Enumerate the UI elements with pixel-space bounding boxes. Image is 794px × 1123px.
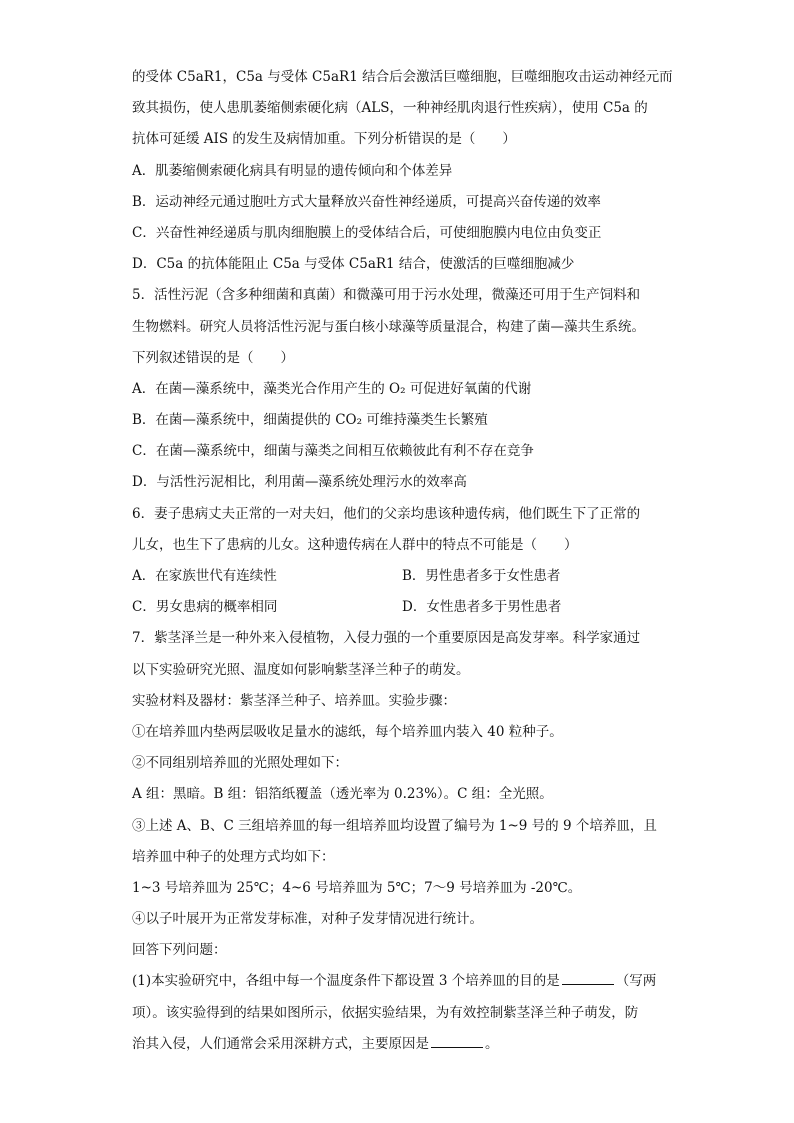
answer-blank-2[interactable] xyxy=(431,1046,483,1048)
document-page xyxy=(132,62,672,1060)
q5-option-d: D．与活性污泥相比，利用菌—藻系统处理污水的效率高 xyxy=(132,474,467,491)
q6-option-c: C．男女患病的概率相同 xyxy=(132,599,278,616)
q5-option-b: B．在菌—藻系统中，细菌提供的 CO₂ 可维持藻类生长繁殖 xyxy=(132,412,488,429)
q7-sub1-text-e: 。 xyxy=(485,1035,499,1052)
q4-option-d: D．C5a 的抗体能阻止 C5a 与受体 C5aR1 结合，使激活的巨噬细胞减少 xyxy=(132,256,575,273)
q6-options-row-2 xyxy=(132,592,672,623)
q7-step-4: ④以子叶展开为正常发芽标准，对种子发芽情况进行统计。 xyxy=(132,911,483,928)
q7-groups: A 组：黑暗。B 组：铝箔纸覆盖（透光率为 0.23%）。C 组：全光照。 xyxy=(132,786,553,803)
q4-option-a: A．肌萎缩侧索硬化病具有明显的遗传倾向和个体差异 xyxy=(132,162,453,179)
q7-sub1-text-a: (1)本实验研究中，各组中每一个温度条件下都设置 3 个培养皿的目的是 xyxy=(132,973,560,990)
question-4 xyxy=(132,62,672,280)
question-5 xyxy=(132,280,672,498)
q5-option-c: C．在菌—藻系统中，细菌与藻类之间相互依赖彼此有利不存在竞争 xyxy=(132,443,534,460)
q6-option-b: B．男性患者多于女性患者 xyxy=(402,568,561,584)
q7-sub1-text-d: 治其入侵，人们通常会采用深耕方式，主要原因是 xyxy=(132,1035,429,1052)
q6-option-a: A．在家族世代有连续性 xyxy=(132,568,277,584)
q7-sub1-line-2: 项）。该实验得到的结果如图所示，依据实验结果，为有效控制紫茎泽兰种子萌发，防 xyxy=(132,1004,639,1021)
q4-option-b: B．运动神经元通过胞吐方式大量释放兴奋性神经递质，可提高兴奋传递的效率 xyxy=(132,193,601,210)
q7-sub1-line-1 xyxy=(132,966,672,997)
q7-stem-line-1: 7．紫茎泽兰是一种外来入侵植物，入侵力强的一个重要原因是高发芽率。科学家通过 xyxy=(132,630,641,647)
q6-stem-line-2: 儿女，也生下了患病的儿女。这种遗传病在人群中的特点不可能是（ ） xyxy=(132,536,578,553)
q7-step-1: ①在培养皿内垫两层吸收足量水的滤纸，每个培养皿内装入 40 粒种子。 xyxy=(132,723,563,740)
answer-blank-1[interactable] xyxy=(562,983,614,985)
q4-stem-line-3: 抗体可延缓 AIS 的发生及病情加重。下列分析错误的是（ ） xyxy=(132,131,516,148)
q4-option-c: C．兴奋性神经递质与肌肉细胞膜上的受体结合后，可使细胞膜内电位由负变正 xyxy=(132,224,602,241)
q7-step-3-line-1: ③上述 A、B、C 三组培养皿的每一组培养皿均设置了编号为 1~9 号的 9 个培养皿，且 xyxy=(132,817,657,834)
q7-materials: 实验材料及器材：紫茎泽兰种子、培养皿。实验步骤： xyxy=(132,692,456,709)
q6-options-row-1 xyxy=(132,561,672,592)
question-7 xyxy=(132,623,672,1060)
q4-stem-line-2: 致其损伤，使人患肌萎缩侧索硬化病（ALS，一种神经肌肉退行性疾病），使用 C5a 的 xyxy=(132,100,648,117)
q7-temperatures: 1~3 号培养皿为 25℃；4~6 号培养皿为 5℃；7～9 号培养皿为 -20℃。 xyxy=(132,879,582,896)
q7-answer-prompt: 回答下列问题： xyxy=(132,942,227,959)
question-6 xyxy=(132,499,672,624)
q7-stem-line-2: 以下实验研究光照、温度如何影响紫茎泽兰种子的萌发。 xyxy=(132,661,470,678)
q5-stem-line-2: 生物燃料。研究人员将活性污泥与蛋白核小球藻等质量混合，构建了菌—藻共生系统。 xyxy=(132,318,645,335)
q7-sub1-text-b: （写两 xyxy=(615,973,657,990)
q7-step-2: ②不同组别培养皿的光照处理如下： xyxy=(132,755,348,772)
q6-option-d: D．女性患者多于男性患者 xyxy=(402,599,562,616)
q4-stem-line-1: 的受体 C5aR1，C5a 与受体 C5aR1 结合后会激活巨噬细胞，巨噬细胞攻击运动神经元而 xyxy=(132,69,673,85)
q6-stem-line-1: 6．妻子患病丈夫正常的一对夫妇，他们的父亲均患该种遗传病，他们既生下了正常的 xyxy=(132,505,641,522)
q7-step-3-line-2: 培养皿中种子的处理方式均如下： xyxy=(132,848,335,865)
q7-sub1-line-3 xyxy=(132,1029,672,1060)
q5-stem-line-3: 下列叙述错误的是（ ） xyxy=(132,349,294,366)
q5-stem-line-1: 5．活性污泥（含多种细菌和真菌）和微藻可用于污水处理，微藻还可用于生产饲料和 xyxy=(132,287,641,304)
q5-option-a: A．在菌—藻系统中，藻类光合作用产生的 O₂ 可促进好氧菌的代谢 xyxy=(132,380,532,397)
